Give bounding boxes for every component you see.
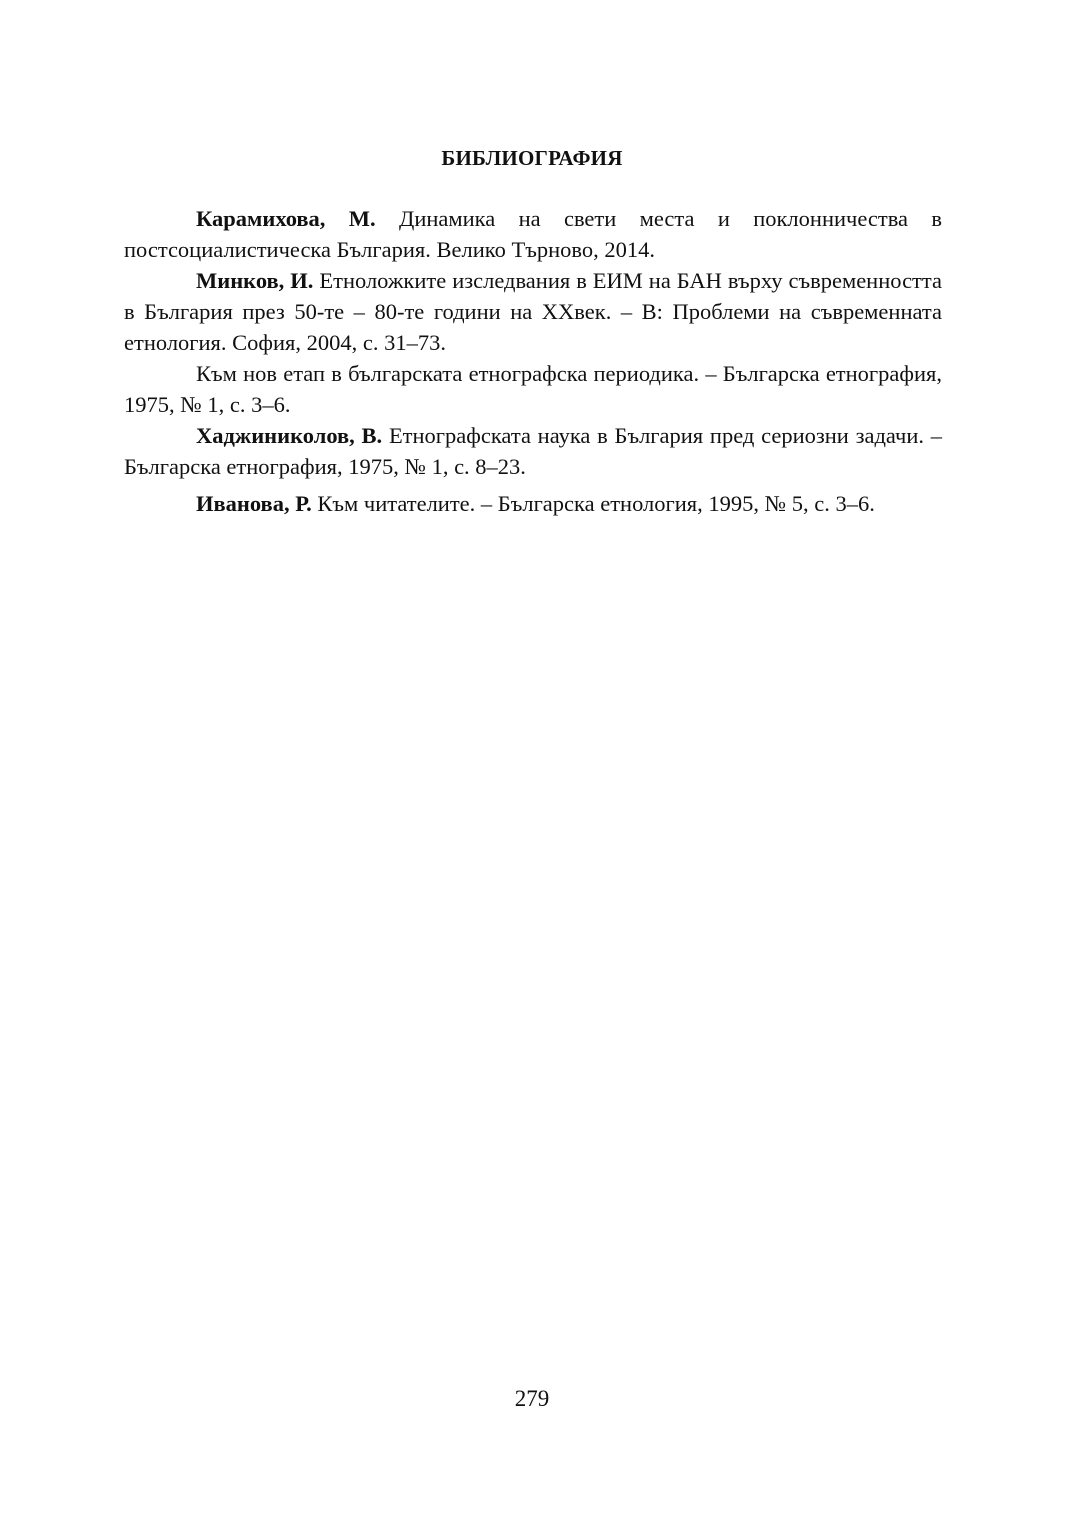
bibliography-entry xyxy=(124,265,942,358)
bibliography-list xyxy=(124,203,942,519)
entry-text: Към нов етап в българската етнографска периодика. – Българска етнография, 1975, № 1, с. 3–6. xyxy=(124,361,942,417)
entry-author: Карамихова, М. xyxy=(196,206,376,231)
bibliography-entry xyxy=(124,203,942,265)
entry-author: Хаджиниколов, В. xyxy=(196,423,383,448)
entry-text: Етноложките изследвания в ЕИМ на БАН върху съвременността в България през 50-те – 80-те години на XXвек. – В: Проблеми на съвременната етнология. София, 2004, с. 31–73. xyxy=(124,268,942,355)
bibliography-entry xyxy=(124,420,942,482)
entry-text: Етнографската наука в България пред сериозни задачи. – Българска етнография, 1975, № 1, с. 8–23. xyxy=(124,423,942,479)
entry-text: Динамика на свети места и поклонничества в постсоциалистическа България. Велико Търново, 2014. xyxy=(124,206,942,262)
entry-author: Минков, И. xyxy=(196,268,314,293)
page-number: 279 xyxy=(514,1386,550,1411)
bibliography-entry xyxy=(124,488,942,519)
bibliography-entry xyxy=(124,358,942,420)
bibliography-heading: БИБЛИОГРАФИЯ xyxy=(441,146,623,170)
entry-text: Към читателите. – Българска етнология, 1995, № 5, с. 3–6. xyxy=(311,491,875,516)
entry-author: Иванова, Р. xyxy=(196,491,312,516)
